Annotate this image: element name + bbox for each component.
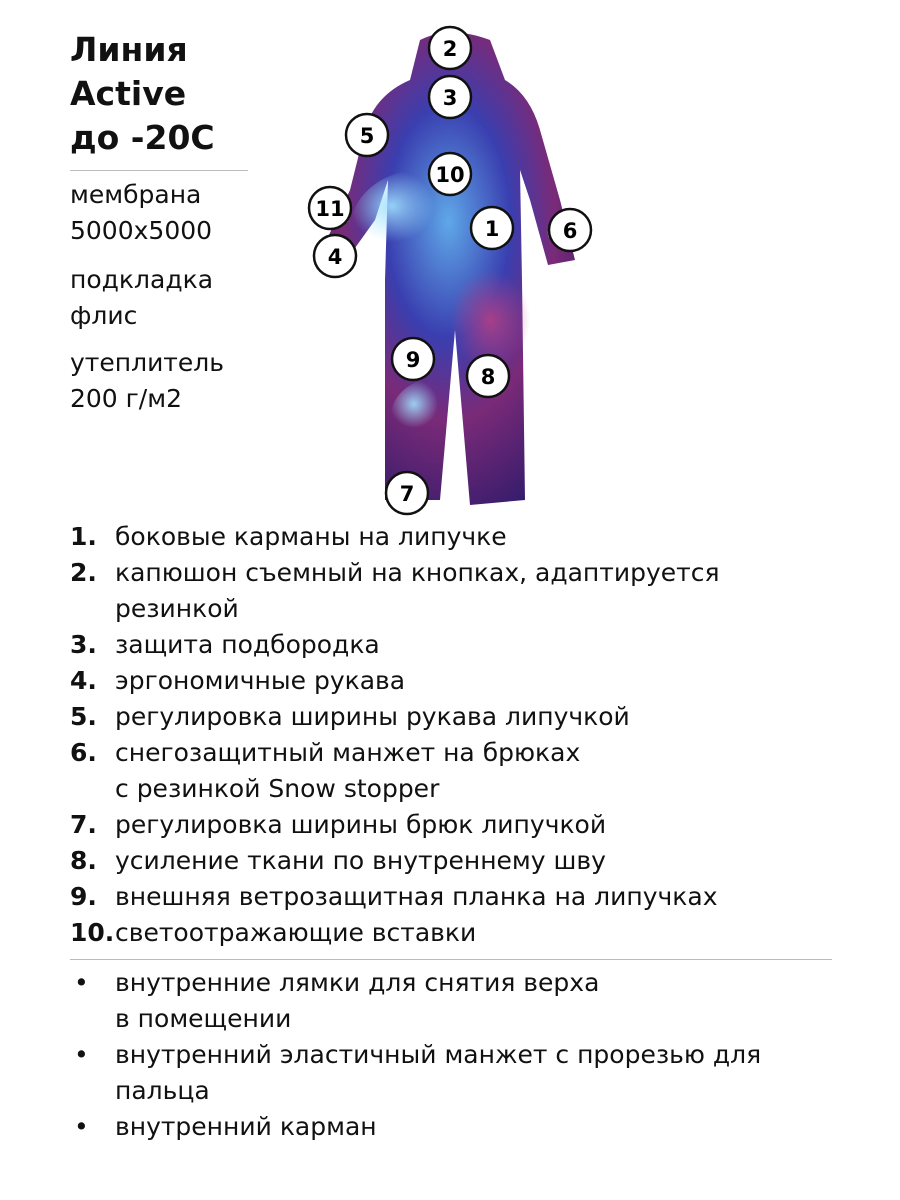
svg-text:2: 2 xyxy=(442,37,458,61)
bullet-item-text: внутренний карман xyxy=(115,1112,377,1141)
feature-item xyxy=(70,627,870,663)
feature-item xyxy=(70,663,870,699)
spec-value: 200 г/м2 xyxy=(70,384,182,413)
bullet-item-text: пальца xyxy=(115,1076,210,1105)
marker-7 xyxy=(386,472,428,514)
bullet-item-number xyxy=(70,1073,115,1109)
title-line-2: Active xyxy=(70,74,187,113)
feature-item-text: с резинкой Snow stopper xyxy=(115,774,440,803)
svg-text:7: 7 xyxy=(399,482,415,506)
feature-item xyxy=(70,915,870,951)
bullet-item-text: в помещении xyxy=(115,1004,292,1033)
feature-item-text: защита подбородка xyxy=(115,630,380,659)
bullet-item-number: • xyxy=(74,968,89,997)
svg-text:5: 5 xyxy=(359,124,375,148)
feature-item-number xyxy=(70,591,115,627)
marker-2 xyxy=(429,27,471,69)
feature-item-text: светоотражающие вставки xyxy=(115,918,477,947)
marker-10 xyxy=(429,153,471,195)
snowsuit-image xyxy=(290,20,620,520)
bullet-item xyxy=(70,1073,870,1109)
marker-6 xyxy=(549,209,591,251)
spec-label: мембрана xyxy=(70,180,202,209)
feature-item-number: 3. xyxy=(70,630,97,659)
spec-membrane xyxy=(70,177,212,249)
svg-text:10: 10 xyxy=(435,163,465,187)
marker-5 xyxy=(346,114,388,156)
feature-item-number: 10. xyxy=(70,918,115,947)
extra-features-list xyxy=(70,965,870,1145)
feature-item-number: 8. xyxy=(70,846,97,875)
bullet-item-number: • xyxy=(74,1112,89,1141)
feature-item xyxy=(70,807,870,843)
feature-item xyxy=(70,591,870,627)
feature-item-number: 6. xyxy=(70,738,97,767)
feature-item-text: регулировка ширины рукава липучкой xyxy=(115,702,630,731)
spec-lining xyxy=(70,262,213,334)
feature-item-text: снегозащитный манжет на брюках xyxy=(115,738,581,767)
feature-item-number xyxy=(70,771,115,807)
marker-4 xyxy=(314,235,356,277)
feature-item-text: регулировка ширины брюк липучкой xyxy=(115,810,607,839)
feature-item-number: 2. xyxy=(70,558,97,587)
spec-insulation xyxy=(70,345,224,417)
divider xyxy=(70,170,248,171)
svg-text:8: 8 xyxy=(480,365,496,389)
feature-item-number: 1. xyxy=(70,522,97,551)
product-line-title xyxy=(70,28,215,160)
feature-item-text: боковые карманы на липучке xyxy=(115,522,507,551)
bullet-item xyxy=(70,1037,870,1073)
svg-text:9: 9 xyxy=(405,348,421,372)
feature-item-number: 4. xyxy=(70,666,97,695)
bullet-item-number: • xyxy=(74,1040,89,1069)
svg-text:11: 11 xyxy=(315,197,345,221)
bullet-item-text: внутренние лямки для снятия верха xyxy=(115,968,600,997)
feature-item xyxy=(70,555,870,591)
title-line-1: Линия xyxy=(70,30,188,69)
bullet-item-text: внутренний эластичный манжет с прорезью для xyxy=(115,1040,762,1069)
feature-item-number: 9. xyxy=(70,882,97,911)
feature-item xyxy=(70,699,870,735)
feature-item-number: 5. xyxy=(70,702,97,731)
divider xyxy=(70,959,832,960)
bullet-item xyxy=(70,965,870,1001)
feature-item-text: эргономичные рукава xyxy=(115,666,406,695)
feature-list xyxy=(70,519,870,951)
feature-item-text: резинкой xyxy=(115,594,239,623)
spec-value: флис xyxy=(70,301,138,330)
marker-1 xyxy=(471,207,513,249)
svg-text:3: 3 xyxy=(442,86,458,110)
title-line-3: до -20С xyxy=(70,118,215,157)
feature-item-text: усиление ткани по внутреннему шву xyxy=(115,846,606,875)
bullet-item xyxy=(70,1109,870,1145)
feature-item xyxy=(70,735,870,771)
feature-item-text: капюшон съемный на кнопках, адаптируется xyxy=(115,558,720,587)
spec-value: 5000х5000 xyxy=(70,216,213,245)
svg-text:1: 1 xyxy=(484,217,500,241)
spec-label: подкладка xyxy=(70,265,214,294)
marker-11 xyxy=(309,187,351,229)
svg-text:4: 4 xyxy=(327,245,343,269)
marker-3 xyxy=(429,76,471,118)
feature-item xyxy=(70,771,870,807)
feature-item xyxy=(70,843,870,879)
feature-item xyxy=(70,879,870,915)
feature-item xyxy=(70,519,870,555)
bullet-item xyxy=(70,1001,870,1037)
svg-text:6: 6 xyxy=(562,219,578,243)
spec-label: утеплитель xyxy=(70,348,224,377)
feature-item-number: 7. xyxy=(70,810,97,839)
marker-9 xyxy=(392,338,434,380)
feature-item-text: внешняя ветрозащитная планка на липучках xyxy=(115,882,718,911)
marker-8 xyxy=(467,355,509,397)
bullet-item-number xyxy=(70,1001,115,1037)
